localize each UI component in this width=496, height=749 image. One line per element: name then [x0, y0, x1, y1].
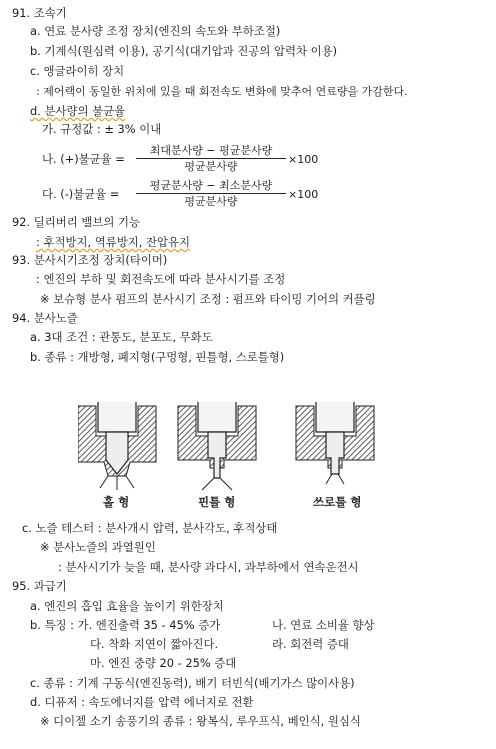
- s94-note: ※ 분사노즐의 과열원인: [40, 540, 156, 554]
- s91-d-ga: 가. 규정값 : ± 3% 이내: [42, 122, 162, 136]
- s94-item-a: a. 3대 조건 : 관통도, 분포도, 무화도: [30, 330, 213, 344]
- times-100: ×100: [288, 153, 319, 166]
- s95-item-b-label: b. 특징 : 가. 엔진출력 35 - 45% 증가: [30, 618, 221, 632]
- s95-item-b-ra: 라. 회전력 증대: [272, 637, 349, 651]
- s91-item-c-desc: : 제어랙이 동일한 위치에 있을 때 회전속도 변화에 맞추어 연료량을 가감한다.: [36, 85, 408, 98]
- s93-note: ※ 보슈형 분사 펌프의 분사시기 조정 : 펌프와 타이밍 기어의 커플링: [40, 292, 376, 306]
- pintle-type-nozzle: [178, 402, 256, 490]
- s94-item-c: c. 노즐 테스터 : 분사개시 압력, 분사각도, 후적상태: [22, 521, 278, 535]
- caption-pintle-type: 핀틀 형: [198, 495, 236, 509]
- s91-item-d: d. 분사량의 불균율: [30, 104, 126, 118]
- s95-item-d: d. 디퓨저 : 속도에너지를 압력 에너지로 전환: [30, 695, 254, 709]
- caption-hole-type: 홀 형: [103, 495, 130, 509]
- s93-desc: : 엔진의 부하 및 회전속도에 따라 분사시기를 조정: [36, 272, 286, 286]
- s95-item-b-ma: 마. 엔진 중량 20 - 25% 증대: [90, 656, 237, 670]
- s92-desc: : 후적방지, 역류방지, 잔압유지: [36, 235, 190, 249]
- caption-throttle-type: 쓰로틀 형: [313, 495, 362, 509]
- s94-note-desc: : 분사시기가 늦을 때, 분사량 과다시, 과부하에서 연속운전시: [58, 560, 359, 574]
- s95-item-b-da: 다. 착화 지연이 짧아진다.: [90, 637, 219, 651]
- s94-item-b: b. 종류 : 개방형, 폐지형(구멍형, 핀틀형, 스로틀형): [30, 350, 285, 364]
- s91-d-na-fraction: [136, 144, 286, 173]
- s91-d-na-label: 나. (+)불균율 =: [42, 152, 125, 166]
- s91-d-da-fraction: [136, 179, 286, 208]
- s95-item-a: a. 엔진의 흡입 효율을 높이기 위한장치: [30, 599, 224, 613]
- throttle-type-nozzle: [296, 402, 374, 484]
- fraction-numerator: 최대분사량 − 평균분사량: [136, 144, 286, 159]
- s95-note: ※ 디이젤 소기 송풍기의 종류 : 왕복식, 루우프식, 베인식, 원심식: [40, 714, 361, 728]
- s91-item-a: a. 연료 분사량 조정 장치(엔진의 속도와 부하조절): [30, 24, 281, 38]
- fraction-denominator: 평균분사량: [184, 195, 238, 208]
- s95-item-c: c. 종류 : 기계 구동식(엔진동력), 배기 터빈식(배기가스 많이사용): [30, 676, 355, 690]
- s95-item-b-na: 나. 연료 소비율 향상: [272, 618, 375, 632]
- fraction-denominator: 평균분사량: [184, 160, 238, 173]
- fraction-numerator: 평균분사량 − 최소분사량: [136, 179, 286, 194]
- s91-item-b: b. 기계식(원심력 이용), 공기식(대기압과 진공의 압력차 이용): [30, 44, 338, 58]
- section-94-title: 94. 분사노즐: [12, 311, 78, 325]
- s91-d-da-label: 다. (-)불균율 =: [42, 187, 120, 201]
- section-95-title: 95. 과급기: [12, 579, 67, 593]
- section-91-title: 91. 조속기: [12, 6, 67, 20]
- s91-item-c: c. 앵글라이히 장치: [30, 64, 125, 78]
- hole-type-nozzle: [78, 402, 156, 490]
- times-100: ×100: [288, 188, 319, 201]
- section-92-title: 92. 딜리버리 밸브의 기능: [12, 215, 141, 229]
- section-93-title: 93. 분사시기조정 장치(타이머): [12, 253, 168, 267]
